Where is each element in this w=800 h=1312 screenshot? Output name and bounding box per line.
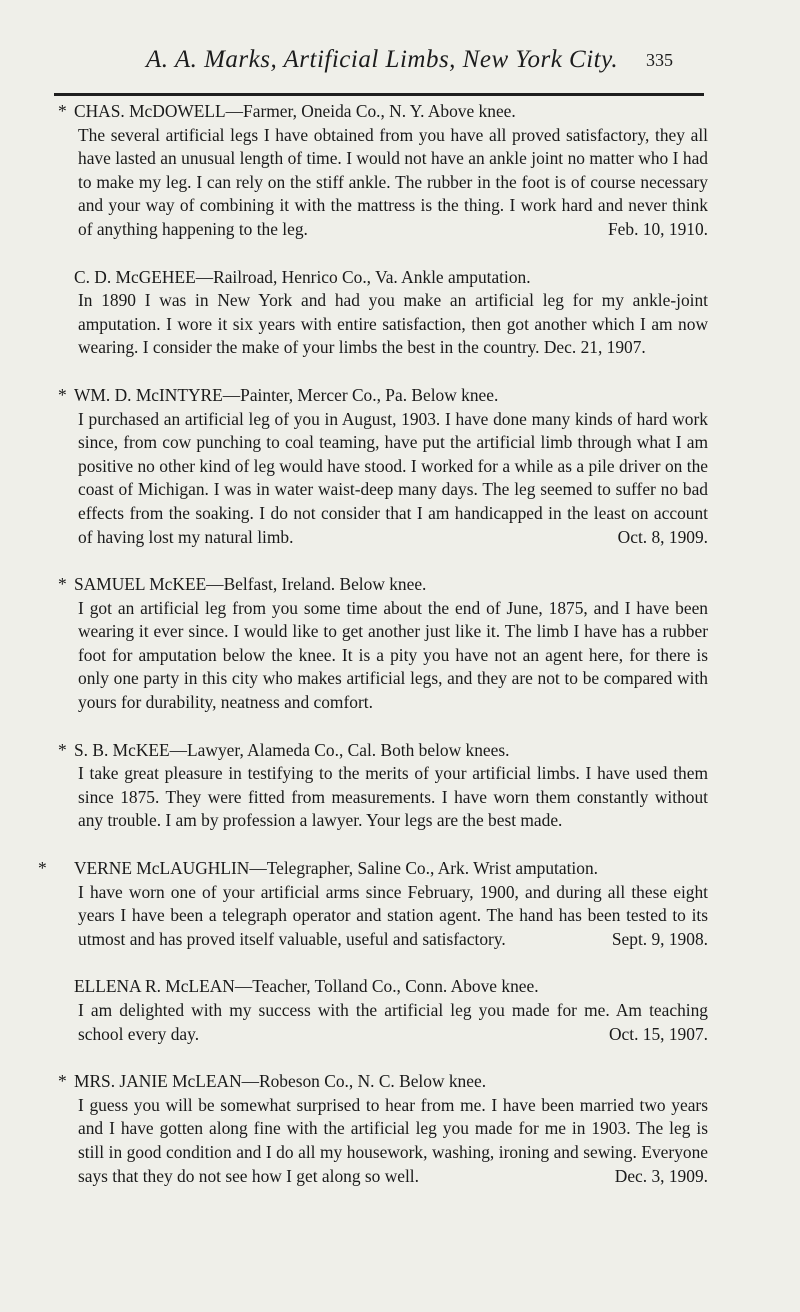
entry-date: Oct. 8, 1909. (617, 526, 708, 547)
entry-body-text: I got an artificial leg from you some time about the end of June, 1875, and I have been wearing it ever since. I would like to get another just like it. The limb I have has a rubber foot for amputation below the knee. It is a pity you have not an agent here, for there is only one party in this city who makes artificial legs, and they are not to be compared with yours for durability, neatness and comfort. (78, 597, 708, 713)
entry-heading (54, 573, 708, 597)
entry-heading-text: MRS. JANIE McLEAN—Robeson Co., N. C. Below knee. (74, 1071, 487, 1092)
entry-heading-text: ELLENA R. McLEAN—Teacher, Tolland Co., Conn. Above knee. (74, 976, 539, 997)
testimonial-list (38, 100, 708, 1188)
entry-body (54, 762, 708, 833)
entry-date: Oct. 15, 1907. (608, 1023, 708, 1044)
entry-body (54, 999, 708, 1046)
testimonial-entry (54, 384, 708, 549)
entry-heading (54, 975, 708, 999)
entry-heading (38, 857, 708, 881)
running-title: A. A. Marks, Artificial Limbs, New York City. (146, 46, 619, 73)
entry-heading (54, 739, 708, 763)
entry-body-text: The several artificial legs I have obtained from you have all proved satisfactory, they all have lasted an unusual length of time. I would not have an ankle joint no matter who I had to make my leg. I can rely on the stiff ankle. The rubber in the foot is of course necessary and your way of combining it with the mattress is the thing. I work hard and never think of anything happening to the leg. (78, 124, 708, 239)
testimonial-entry (54, 1070, 708, 1188)
testimonial-entry (54, 573, 708, 715)
page-header (0, 46, 800, 82)
entry-heading-text: CHAS. McDOWELL—Farmer, Oneida Co., N. Y. Above knee. (74, 101, 516, 121)
entry-date: Feb. 10, 1910. (608, 218, 708, 239)
entry-body (54, 289, 708, 360)
entry-heading-text: C. D. McGEHEE—Railroad, Henrico Co., Va. Ankle amputation. (74, 266, 531, 287)
entry-date: Sept. 9, 1908. (611, 928, 708, 949)
entry-marker: * (58, 101, 67, 121)
entry-heading (54, 1070, 708, 1094)
entry-date: Dec. 3, 1909. (614, 1165, 708, 1186)
entry-heading (54, 100, 708, 124)
entry-body-text: I take great pleasure in testifying to the merits of your artificial limbs. I have used them since 1875. They were fitted from measurements. I have worn them constantly without any trouble. I am by profession a lawyer. Your legs are the best made. (78, 763, 708, 831)
entry-heading (54, 384, 708, 408)
entry-heading (54, 266, 708, 290)
entry-heading-text: VERNE McLAUGHLIN—Telegrapher, Saline Co., Ark. Wrist amputation. (74, 858, 598, 879)
entry-body-text: I guess you will be somewhat surprised to hear from me. I have been married two years and I have gotten along fine with the artificial leg you made for me in 1903. The leg is still in good condition and I do all my housework, washing, ironing and sewing. Everyone says that they do not see how I get along so well. (78, 1094, 708, 1186)
testimonial-entry (54, 266, 708, 360)
entry-heading-text: SAMUEL McKEE—Belfast, Ireland. Below knee. (74, 574, 427, 595)
entry-body (54, 597, 708, 715)
entry-marker: * (38, 858, 47, 879)
entry-body-text: I purchased an artificial leg of you in August, 1903. I have done many kinds of hard work since, from cow punching to coal teaming, have put the artificial limb through what I am positive no other kind of leg would have stood. I worked for a while as a pile driver on the coast of Michigan. I was in water waist-deep many days. The leg seemed to suffer no bad effects from the soaking. I do not consider that I am handicapped in the least on account of having lost my natural limb. (78, 408, 708, 547)
entry-heading-text: WM. D. McINTYRE—Painter, Mercer Co., Pa. Below knee. (74, 384, 499, 405)
entry-body-text: I am delighted with my success with the artificial leg you made for me. Am teaching school every day. (78, 1000, 708, 1044)
entry-marker: * (58, 384, 67, 405)
entry-marker: * (58, 574, 67, 595)
entry-marker: * (58, 739, 67, 760)
entry-body (54, 1094, 708, 1188)
testimonial-entry (54, 739, 708, 833)
entry-body (54, 124, 708, 242)
testimonial-entry (38, 857, 708, 951)
page-number: 335 (646, 50, 673, 70)
header-rule (54, 93, 704, 96)
entry-body (54, 408, 708, 550)
entry-body (54, 881, 708, 952)
entry-body-text: I have worn one of your artificial arms since February, 1900, and during all these eight years I have been a telegraph operator and station agent. The hand has been tested to its utmost and has proved itself valuable, useful and satisfactory. (78, 881, 708, 949)
entry-heading-text: S. B. McKEE—Lawyer, Alameda Co., Cal. Both below knees. (74, 739, 510, 760)
testimonial-entry (54, 100, 708, 242)
testimonial-entry (54, 975, 708, 1046)
entry-body-text: In 1890 I was in New York and had you make an artificial leg for my ankle-joint amputation. I wore it six years with entire satisfaction, then got another which I am now wearing. I consider the make of your limbs the best in the country. Dec. 21, 1907. (78, 290, 708, 358)
entry-marker: * (58, 1071, 67, 1092)
